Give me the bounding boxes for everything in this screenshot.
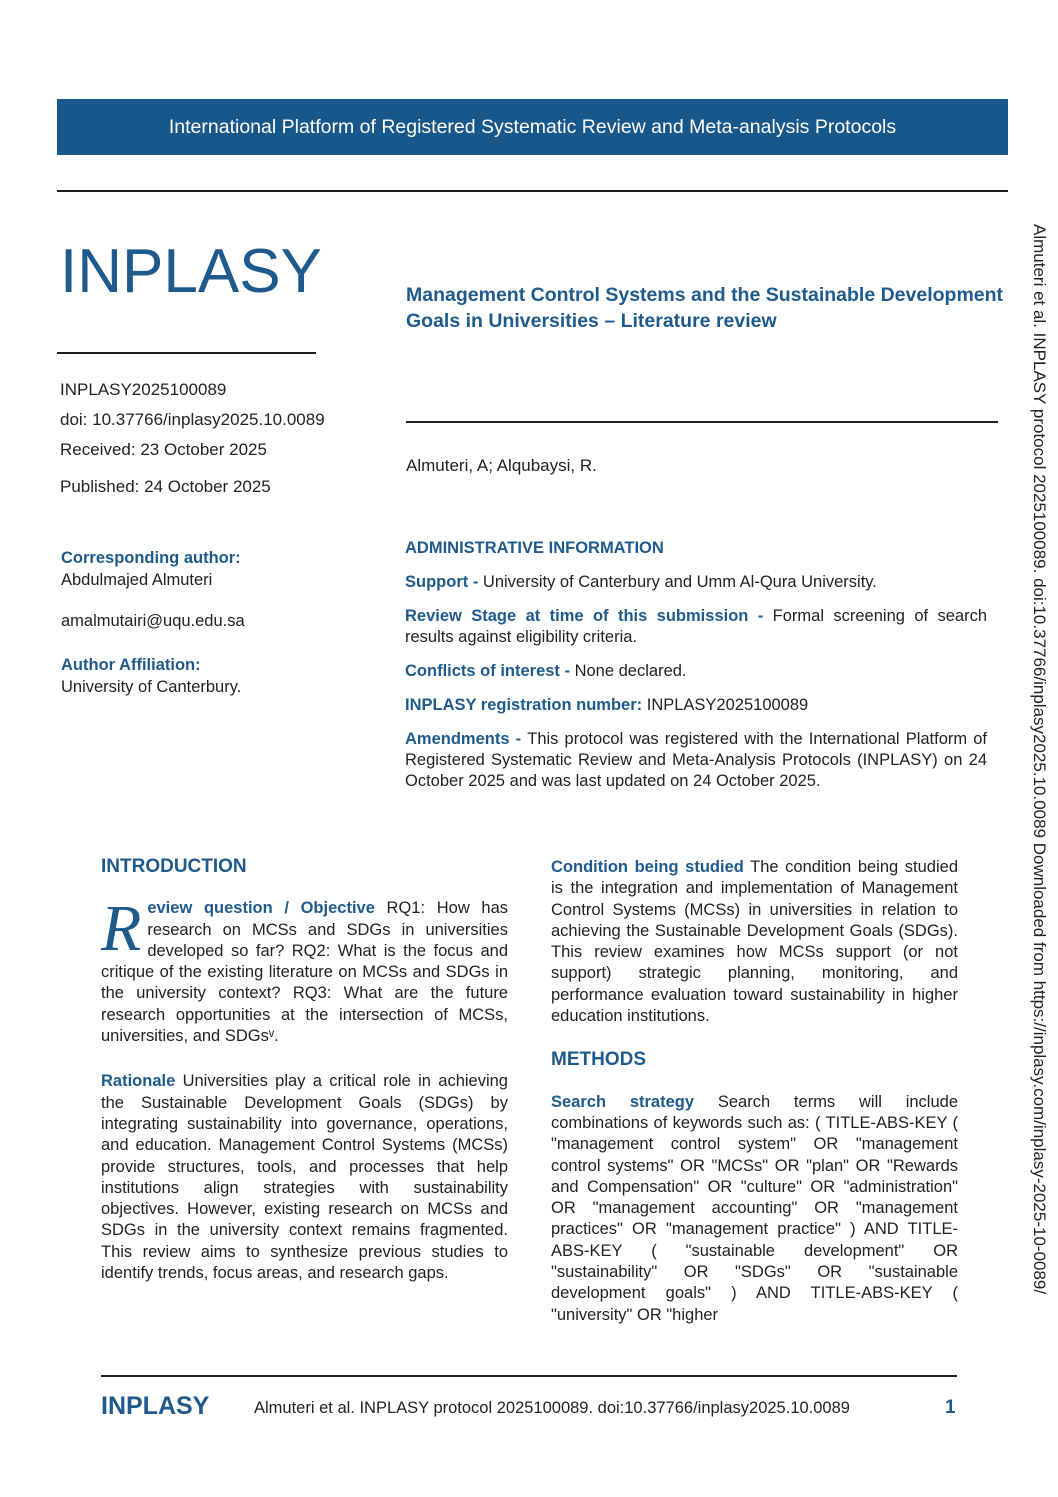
registration-number-value: INPLASY2025100089 [646, 696, 809, 714]
methods-heading: METHODS [551, 1049, 646, 1071]
left-column [101, 856, 508, 1284]
review-question-paragraph [101, 892, 508, 1047]
search-strategy-paragraph [551, 1092, 958, 1324]
condition-label: Condition being studied [551, 858, 744, 876]
inplasy-logo: INPLASY [60, 237, 322, 306]
footer-rule [101, 1375, 957, 1377]
conflicts-line [405, 661, 987, 682]
introduction-heading: INTRODUCTION [101, 856, 247, 877]
published-date: Published: 24 October 2025 [60, 477, 271, 496]
registration-number-label: INPLASY registration number: [405, 696, 647, 714]
footer-citation: Almuteri et al. INPLASY protocol 2025100089. doi:10.37766/inplasy2025.10.0089 [254, 1399, 850, 1417]
support-label: Support - [405, 573, 483, 591]
amendments-value: This protocol was registered with the International Platform of Registered Systematic Review and Meta-Analysis Protocols (INPLASY) on 24 October 2025 and was last updated on 24 October 2025. [405, 730, 988, 790]
condition-text: The condition being studied is the integration and implementation of Management Control Systems (MCSs) in universities in relation to achieving the Sustainable Development Goals (SDGs). This review examines how MCSs support (or not support) strategic planning, monitoring, and performance evaluation toward sustainability in higher education institutions. [551, 858, 958, 1026]
rationale-text: Universities play a critical role in achieving the Sustainable Development Goals (SDGs) by integrating sustainability into governance, operations, and education. Management Control Systems (MCSs) provide structures, tools, and processes that help institutions align strategies with sustainability objectives. However, existing research on MCSs and SDGs in the university context remains fragmented. This review aims to synthesize previous studies to identify trends, focus areas, and research gaps. [101, 1072, 508, 1283]
header-rule [57, 190, 1008, 192]
amendments-label: Amendments - [405, 730, 528, 748]
registration-id: INPLASY2025100089 [60, 380, 227, 399]
received-date: Received: 23 October 2025 [60, 440, 267, 459]
right-column [551, 857, 958, 1324]
corresponding-author-email[interactable]: amalmutairi@uqu.edu.sa [61, 612, 245, 630]
search-strategy-label: Search strategy [551, 1092, 695, 1111]
review-question-label: eview question / Objective [147, 899, 375, 918]
administrative-info [405, 538, 987, 805]
corresponding-author-label: Corresponding author: [61, 549, 241, 567]
affiliation-label: Author Affiliation: [61, 656, 201, 674]
support-value: University of Canterbury and Umm Al-Qura University. [482, 573, 877, 591]
paper-title: Management Control Systems and the Sustainable Development Goals in Universities – Literature review [406, 284, 1004, 332]
condition-paragraph [551, 857, 958, 1027]
amendments-line [405, 729, 987, 792]
registration-number-line [405, 695, 987, 716]
footer-logo: INPLASY [101, 1392, 210, 1420]
review-stage-line [405, 606, 987, 648]
support-line [405, 572, 987, 593]
search-strategy-text: Search terms will include combinations of keywords such as: ( TITLE-ABS-KEY ( "management control system" OR "management control systems" OR "MCSs" OR "plan" OR "Rewards and Compensation" OR "culture" OR "administration" OR "management accounting" OR "management practices" OR "management practice" ) AND TITLE-ABS-KEY ( "sustainable development" OR "sustainability" OR "SDGs" OR "sustainable development goals" ) AND TITLE-ABS-KEY ( "university" OR "higher [551, 1092, 958, 1324]
affiliation-value: University of Canterbury. [61, 678, 242, 696]
conflicts-value: None declared. [574, 662, 687, 680]
review-stage-value: Formal screening of search results against eligibility criteria. [405, 607, 988, 646]
title-underline [406, 421, 998, 423]
corresponding-author-block [61, 547, 361, 632]
admin-heading: ADMINISTRATIVE INFORMATION [405, 539, 664, 557]
side-citation: Almuteri et al. INPLASY protocol 2025100089. doi:10.37766/inplasy2025.10.0089 Downloaded from https://inplasy.com/inplasy-2025-10-0089/ [1030, 224, 1049, 1295]
rationale-paragraph [101, 1071, 508, 1284]
rationale-label: Rationale [101, 1072, 176, 1091]
header-banner: International Platform of Registered Systematic Review and Meta-analysis Protocols [57, 99, 1008, 155]
conflicts-label: Conflicts of interest - [405, 662, 575, 680]
doi: doi: 10.37766/inplasy2025.10.0089 [60, 410, 325, 429]
logo-underline [57, 352, 316, 354]
review-question-text: RQ1: How has research on MCSs and SDGs in universities developed so far? RQ2: What is the focus and critique of the existing literature on MCSs and SDGs in the university context? RQ3: What are the future research opportunities at the intersection of MCSs, universities, and SDGsᵛ. [101, 899, 508, 1046]
review-stage-label: Review Stage at time of this submission - [405, 607, 773, 625]
affiliation-block [61, 654, 361, 698]
page-number: 1 [945, 1397, 956, 1418]
authors: Almuteri, A; Alqubaysi, R. [406, 456, 597, 475]
corresponding-author-name: Abdulmajed Almuteri [61, 571, 213, 589]
drop-cap: R [101, 892, 142, 966]
